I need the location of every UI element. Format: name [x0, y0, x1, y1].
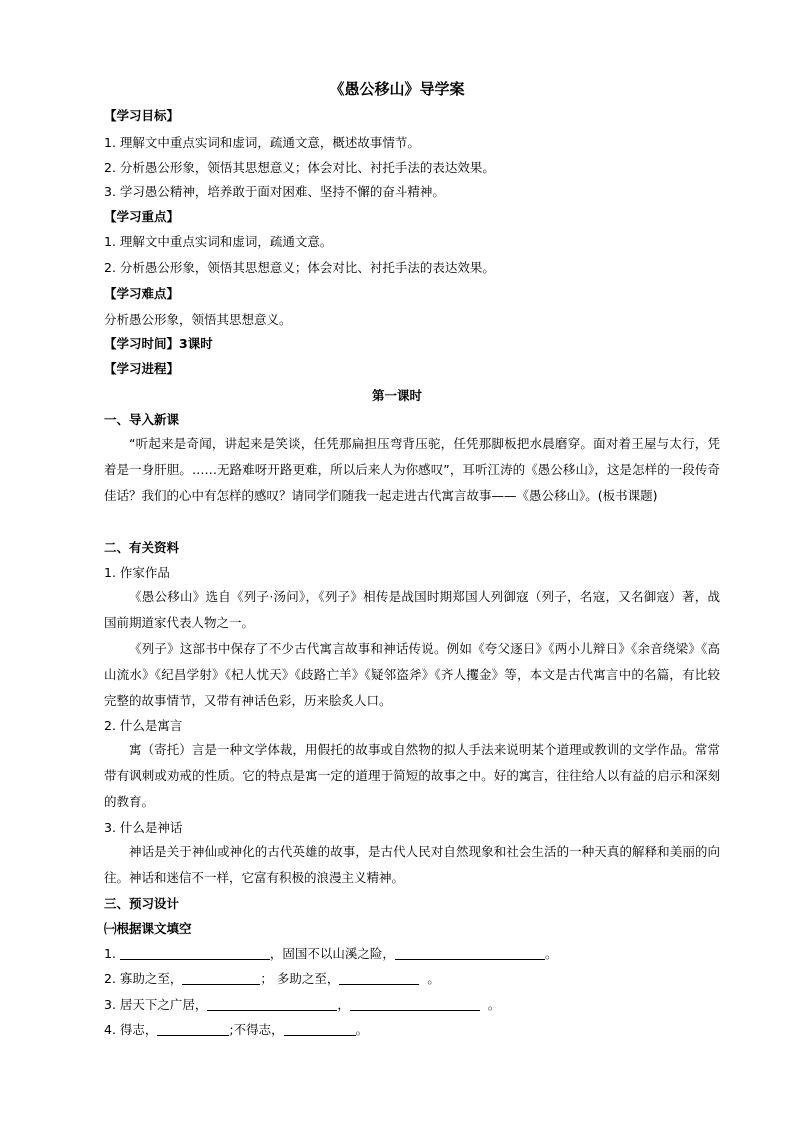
page-title: 《愚公移山》导学案 — [329, 80, 465, 98]
section-preview-heading: 三、预习设计 — [104, 896, 180, 911]
answer-blank[interactable] — [395, 946, 545, 960]
q4-text-a: 4. 得志， — [104, 1022, 158, 1037]
q2-text-a: 2. 寡助之至， — [104, 971, 183, 986]
answer-blank[interactable] — [207, 997, 337, 1011]
section-intro-paragraph — [104, 431, 720, 509]
q2-text-b: ； 多助之至， — [260, 971, 340, 986]
goal-item: 2. 分析愚公形象，领悟其思想意义；体会对比、衬托手法的表达效果。 — [104, 160, 495, 175]
answer-blank[interactable] — [182, 971, 260, 985]
study-time: 【学习时间】3课时 — [104, 336, 213, 351]
subsection-author: 1. 作家作品 — [104, 565, 170, 580]
section-intro-heading: 一、导入新课 — [104, 412, 180, 427]
key-point-item: 2. 分析愚公形象，领悟其思想意义；体会对比、衬托手法的表达效果。 — [104, 260, 495, 275]
subsection-myth: 3. 什么是神话 — [104, 820, 183, 835]
q3-text-b: ， — [337, 997, 350, 1012]
goals-heading: 【学习目标】 — [104, 108, 180, 123]
q4-text-b: ;不得志， — [229, 1022, 284, 1037]
subsection-fable: 2. 什么是寓言 — [104, 718, 183, 733]
q3-end: 。 — [487, 997, 501, 1012]
difficulty-text: 分析愚公形象，领悟其思想意义。 — [104, 312, 292, 327]
study-process-heading: 【学习进程】 — [104, 361, 180, 376]
myth-text: 神话是关于神仙或神化的古代英雄的故事，是古代人民对自然现象和社会生活的一种天真的解释和美丽的向往。神话和迷信不一样，它富有积极的浪漫主义精神。 — [104, 844, 720, 885]
fill-question-1 — [104, 946, 557, 962]
fill-blank-subheading: ㈠根据课文填空 — [104, 921, 192, 936]
difficulty-heading: 【学习难点】 — [104, 286, 180, 301]
answer-blank[interactable] — [350, 997, 480, 1011]
liezi-paragraph — [104, 636, 720, 714]
answer-blank[interactable] — [120, 946, 270, 960]
answer-blank[interactable] — [339, 971, 419, 985]
fill-question-4 — [104, 1022, 368, 1038]
answer-blank[interactable] — [284, 1022, 356, 1036]
key-point-item: 1. 理解文中重点实词和虚词，疏通文意。 — [104, 234, 333, 249]
fill-question-2 — [104, 971, 440, 987]
q1-number: 1. — [104, 946, 116, 961]
key-points-heading: 【学习重点】 — [104, 209, 180, 224]
q1-text: ，固国不以山溪之险， — [269, 946, 395, 961]
lesson-title: 第一课时 — [371, 388, 422, 403]
goal-item: 3. 学习愚公精神，培养敢于面对困难、坚持不懈的奋斗精神。 — [104, 184, 445, 199]
fill-question-3 — [104, 997, 500, 1013]
q4-end: 。 — [355, 1022, 369, 1037]
q2-end: 。 — [427, 971, 440, 986]
liezi-text: 《列子》这部书中保存了不少古代寓言故事和神话传说。例如《夸父逐日》《两小儿辩日》《余音绕梁》《高山流水》《纪昌学射》《杞人忧天》《歧路亡羊》《疑邻盗斧》《齐人攫金》等，本文是古代寓言中的名篇，有比较完整的故事情节，又带有神话色彩，历来脍炙人口。 — [104, 641, 720, 708]
author-paragraph — [104, 584, 720, 636]
fable-text: 寓（寄托）言是一种文学体裁，用假托的故事或自然物的拟人手法来说明某个道理或教训的文学作品。常常带有讽刺或劝戒的性质。它的特点是寓一定的道理于简短的故事之中。好的寓言，往往给人以有益的启示和深刻的教育。 — [104, 742, 720, 809]
myth-paragraph — [104, 839, 720, 891]
author-text: 《愚公移山》选自《列子·汤问》，《列子》相传是战国时期郑国人列御寇（列子，名寇，又名御寇）著，战国前期道家代表人物之一。 — [104, 589, 720, 630]
fable-paragraph — [104, 737, 720, 815]
intro-text: “听起来是奇闻，讲起来是笑谈，任凭那扁担压弯背压驼，任凭那脚板把水晨磨穿。面对着王屋与太行，凭着是一身肝胆。……无路难呀开路更难，所以后来人为你感叹”，耳听江涛的《愚公移山》，这是怎样的一段传奇佳话？我们的心中有怎样的感叹？请同学们随我一起走进古代寓言故事——《愚公移山》。(板书课题) — [104, 436, 720, 503]
q3-text-a: 3. 居天下之广居， — [104, 997, 208, 1012]
answer-blank[interactable] — [157, 1022, 229, 1036]
goal-item: 1. 理解文中重点实词和虚词，疏通文意，概述故事情节。 — [104, 135, 420, 150]
q1-end: 。 — [544, 946, 558, 961]
section-materials-heading: 二、有关资料 — [104, 540, 180, 555]
